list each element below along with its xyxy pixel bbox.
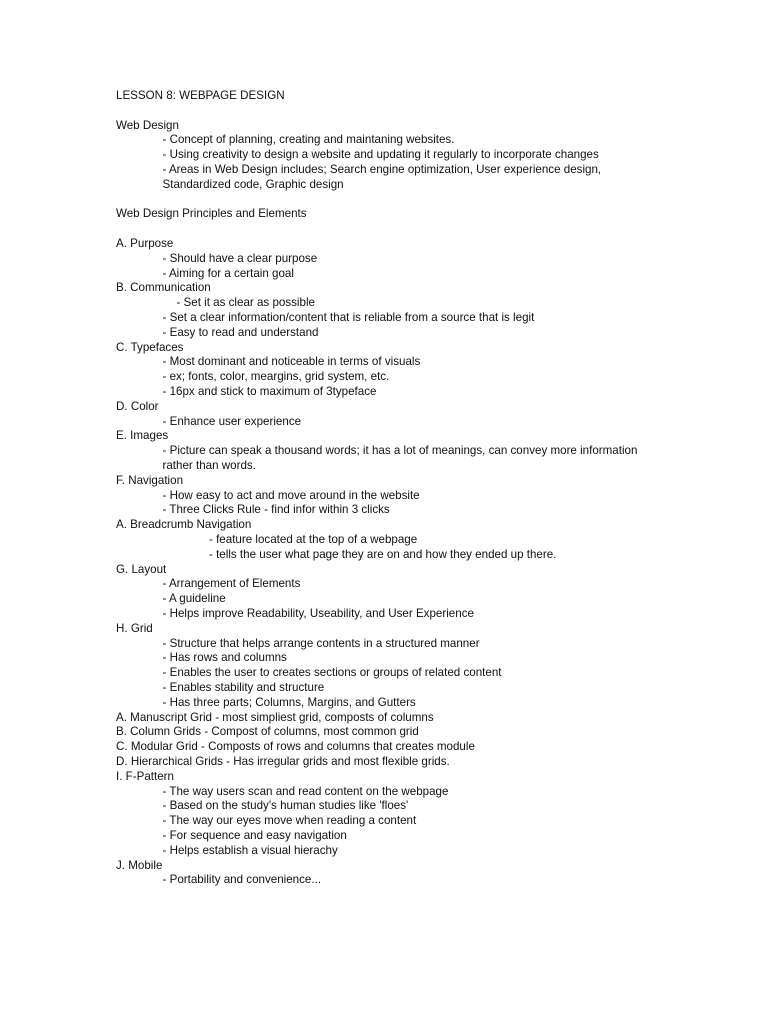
bullet-item: - Portability and convenience...: [162, 873, 322, 887]
section-heading: I. F-Pattern: [116, 769, 174, 783]
section-heading: C. Modular Grid - Composts of rows and columns that creates module: [116, 740, 475, 754]
bullet-item: - Three Clicks Rule - find infor within 3 clicks: [162, 503, 390, 517]
section-heading: E. Images: [116, 429, 169, 443]
body-text-line: rather than words.: [162, 459, 256, 472]
body-text-line: Standardized code, Graphic design: [162, 177, 344, 191]
bullet-item: - Concept of planning, creating and maintaning websites.: [162, 133, 455, 147]
bullet-item: - tells the user what page they are on and how they ended up there.: [209, 547, 557, 561]
section-heading: H. Grid: [116, 621, 153, 635]
section-heading: G. Layout: [116, 562, 167, 576]
bullet-item: - Structure that helps arrange contents in a structured manner: [162, 636, 480, 650]
bullet-item: - Enables stability and structure: [162, 681, 325, 694]
bullet-item: - Helps improve Readability, Useability, and User Experience: [162, 607, 474, 620]
section-heading: C. Typefaces: [116, 340, 184, 354]
section-heading: A. Breadcrumb Navigation: [116, 518, 252, 532]
bullet-item: - Set it as clear as possible: [176, 296, 315, 310]
section-heading: A. Manuscript Grid - most simpliest grid, composts of columns: [116, 710, 434, 724]
bullet-item: - Helps establish a visual hierachy: [162, 843, 338, 857]
bullet-item: - Arrangement of Elements: [162, 577, 301, 591]
bullet-item: - Has rows and columns: [162, 651, 287, 665]
bullet-item: - Most dominant and noticeable in terms of visuals: [162, 355, 421, 369]
bullet-item: - Has three parts; Columns, Margins, and Gutters: [162, 695, 416, 709]
bullet-item: - Set a clear information/content that is reliable from a source that is legit: [162, 311, 535, 324]
section-heading: A. Purpose: [116, 237, 174, 250]
bullet-item: - Enhance user experience: [162, 414, 302, 428]
section-heading: B. Communication: [116, 281, 211, 295]
bullet-item: - Should have a clear purpose: [162, 251, 318, 265]
bullet-item: - Picture can speak a thousand words; it has a lot of meanings, can convey more information: [162, 444, 638, 458]
bullet-item: - How easy to act and move around in the website: [162, 488, 420, 502]
section-heading: B. Column Grids - Compost of columns, most common grid: [116, 725, 419, 739]
bullet-item: - For sequence and easy navigation: [162, 829, 347, 842]
section-heading: J. Mobile: [116, 858, 163, 872]
subheading: Web Design Principles and Elements: [116, 207, 307, 221]
section-heading: D. Color: [116, 399, 159, 413]
bullet-item: - The way our eyes move when reading a content: [162, 814, 417, 828]
bullet-item: - Areas in Web Design includes; Search engine optimization, User experience design,: [162, 163, 602, 176]
bullet-item: - The way users scan and read content on the webpage: [162, 784, 449, 798]
bullet-item: - 16px and stick to maximum of 3typeface: [162, 385, 377, 398]
document-title: LESSON 8: WEBPAGE DESIGN: [116, 89, 285, 102]
bullet-item: - Easy to read and understand: [162, 325, 319, 339]
bullet-item: - feature located at the top of a webpage: [209, 533, 418, 546]
section-heading: D. Hierarchical Grids - Has irregular grids and most flexible grids.: [116, 755, 450, 768]
bullet-item: - Using creativity to design a website and updating it regularly to incorporate changes: [162, 148, 599, 162]
bullet-item: - Enables the user to creates sections or groups of related content: [162, 666, 502, 680]
bullet-item: - Aiming for a certain goal: [162, 266, 294, 280]
bullet-item: - ex; fonts, color, meargins, grid system, etc.: [162, 370, 390, 384]
section-heading: F. Navigation: [116, 473, 184, 487]
bullet-item: - A guideline: [162, 592, 226, 606]
subheading: Web Design: [116, 118, 179, 132]
bullet-item: - Based on the study's human studies like 'floes': [162, 799, 409, 813]
